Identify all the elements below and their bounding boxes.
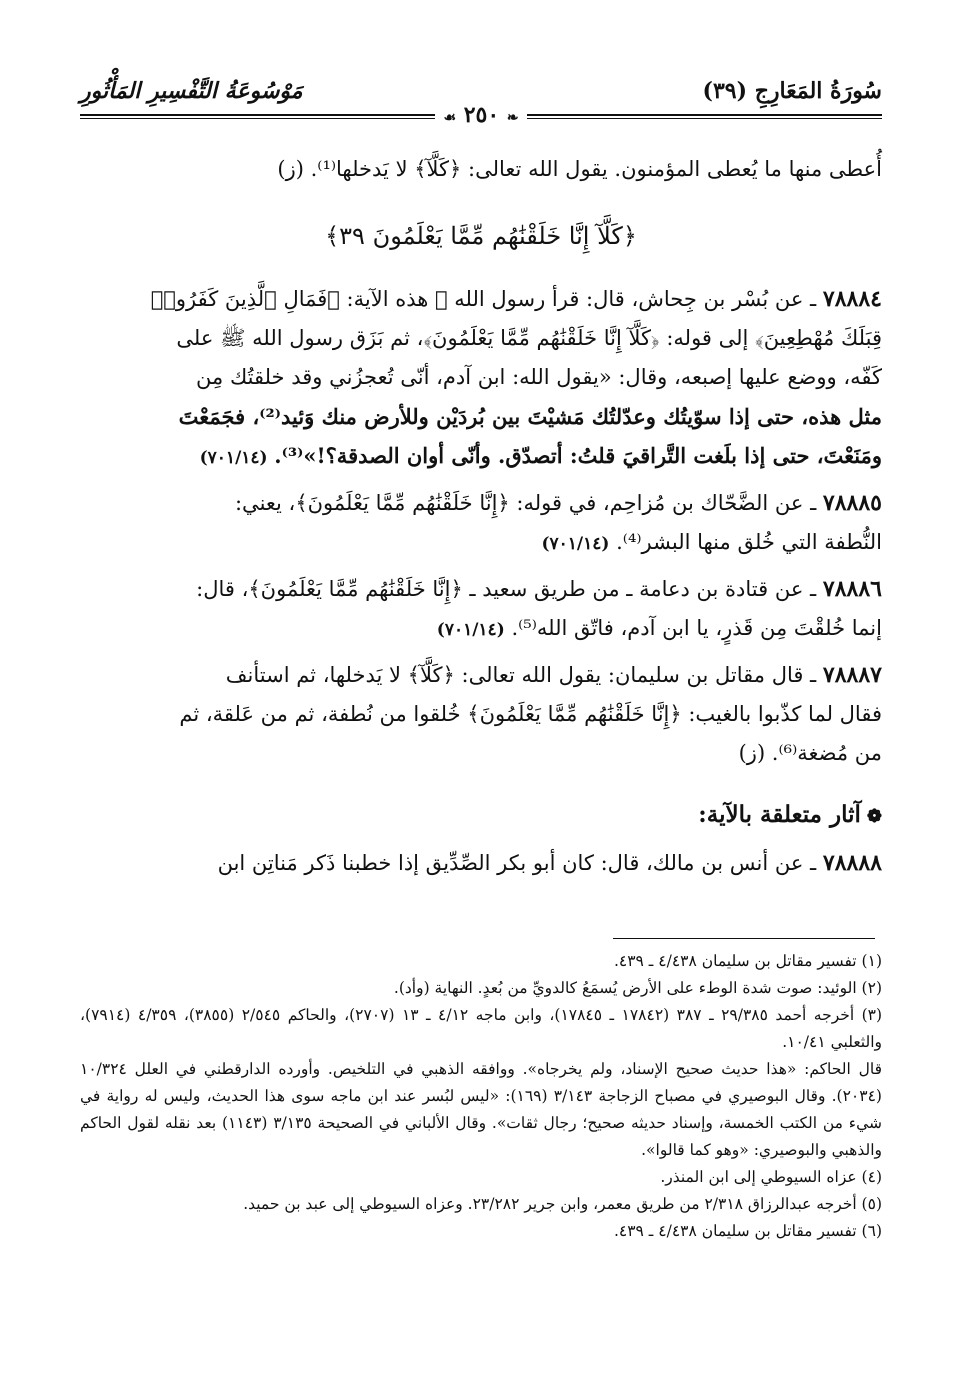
reference: (٧٠١/١٤) [199, 448, 268, 468]
narration-line: ـ عن قتادة بن دعامة ـ من طريق سعيد ـ ﴿إِنَّا خَلَقْنَٰهُم مِّمَّا يَعْلَمُونَ﴾، قال: [196, 577, 817, 601]
quran-verse: ﴿كَلَّآ إِنَّا خَلَقْنَٰهُم مِّمَّا يَعْلَمُونَ ٣٩﴾ [325, 222, 637, 250]
narration-line: كَفّه، ووضع عليها إصبعه، وقال: «يقول الله: ابن آدم، أنّى تُعجزُني وقد خلقتُك مِن [196, 365, 882, 389]
flower-icon: ❁ [866, 806, 882, 827]
narration-number: ٧٨٨٨٤ [822, 286, 882, 312]
narration-line: مثل هذه، حتى إذا سوّيتُك وعدّلتُك مَشيْتَ بين بُردَيْن وللأرض منك وَئيد⁽²⁾، فجَمَعْتَ [178, 404, 882, 429]
footnote-divider [613, 938, 875, 939]
book-title: مَوْسُوعَةُ التَّفْسِيرِ المَأْثُورِ [80, 78, 303, 104]
narration-number: ٧٨٨٨٥ [822, 490, 882, 516]
footnote: (٦) تفسير مقاتل بن سليمان ٤/٤٣٨ ـ ٤٣٩. [613, 1222, 882, 1240]
footnote: (٣) أخرجه أحمد ٢٩/٣٨٥ ـ ٣٨٧ (١٧٨٤٢ ـ ١٧٨٤٥)، وابن ماجه ٤/١٢ ـ ١٣ (٢٧٠٧)، والحاكم ٢/٥٤٥ (٣٨٥٥)، ٤/٣٥٩ (٧٩١٤)، والثعلبي ١٠/٤١. [80, 1006, 883, 1051]
intro-line: أُعطى منها ما يُعطى المؤمنون. يقول الله تعالى: ﴿كَلَّآ﴾ لا يَدخلها⁽¹⁾. (ز) [277, 157, 882, 181]
ornament-icon: ❧ [506, 110, 519, 126]
section-heading: ❁آثار متعلقة بالآية: [698, 801, 882, 828]
narration-line: فقال لما كذّبوا بالغيب: ﴿إِنَّا خَلَقْنَٰهُم مِّمَّا يَعْلَمُونَ﴾ خُلقوا من نُطفة، ثم من عَلقة، ثم [179, 702, 882, 726]
page-header [80, 70, 882, 132]
narration-line: من مُضغة⁽⁶⁾. (ز) [738, 741, 882, 765]
narration-line: قِبَلَكَ مُهْطِعِينَ﴾ إلى قوله: ﴿كَلَّآ إِنَّا خَلَقْنَٰهُم مِّمَّا يَعْلَمُونَ﴾، ثم بَزَق رسول الله ﷺ على [176, 326, 882, 350]
narration-line: إنما خُلقْتَ مِن قَذرٍ، يا ابن آدم، فاتّق الله⁽⁵⁾. [511, 616, 882, 640]
narration-entry [80, 570, 882, 650]
surah-number: (٣٩) [702, 78, 748, 104]
narration-line: ـ قال مقاتل بن سليمان: يقول الله تعالى: ﴿كَلَّآ﴾ لا يَدخلها، ثم استأنف [225, 663, 817, 687]
footnotes [80, 948, 882, 1245]
footnote: (٤) عزاه السيوطي إلى ابن المنذر. [660, 1168, 882, 1186]
ornament-icon: ☙ [443, 110, 457, 126]
narration-entry [80, 484, 882, 564]
footnote: (٥) أخرجه عبدالرزاق ٢/٣١٨ من طريق معمر، وابن جرير ٢٣/٢٨٢. وعزاه السيوطي إلى عبد بن حميد. [243, 1195, 882, 1213]
narration-line: ـ عن أنس بن مالك، قال: كان أبو بكر الصِّدِّيق إذا خطبنا ذَكر مَناتِن ابن [217, 851, 817, 875]
page-number: ٢٥٠ [463, 102, 500, 128]
narration-entry [80, 280, 882, 478]
surah-name: سُورَةُ المَعَارِجِ [754, 78, 882, 104]
narration-entry [80, 844, 882, 883]
narration-line: النُّطفة التي خُلق منها البشر⁽⁴⁾. [616, 530, 882, 554]
narration-line: ومَنَعْتَ، حتى إذا بلَغت التَّراقيَ قلتُ: أتصدّق. وأنّى أوان الصدقة؟!»⁽³⁾. [274, 443, 882, 468]
narration-number: ٧٨٨٨٨ [822, 850, 882, 876]
narration-line: ـ عن الضَّحّاك بن مُزاحِم، في قوله: ﴿إِنَّا خَلَقْنَٰهُم مِّمَّا يَعْلَمُونَ﴾، يعني: [234, 491, 817, 515]
page-number-block [435, 102, 526, 128]
surah-title [703, 78, 882, 104]
reference: (٧٠١/١٤) [541, 534, 610, 554]
footnote: (١) تفسير مقاتل بن سليمان ٤/٤٣٨ ـ ٤٣٩. [613, 952, 882, 970]
footnote-commentary: قال الحاكم: «هذا حديث صحيح الإسناد، ولم يخرجاه». ووافقه الذهبي في التلخيص. وأورده الدارقطني في العلل ١٠/٣٢٤ (٢٠٣٤). وقال البوصيري في مصباح الزجاجة ٣/١٤٣ (١٦٩): «ليس لبُسر عند ابن ماجه سوى هذا الحديث، وليس له رواية في شيء من الكتب الخمسة، وإسناد حديثه صحيح؛ رجال ثقات». وقال الألباني في الصحيحة ٣/١٣٥ (١١٤٣) بعد نقله لقول الحاكم والذهبي والبوصيري: «وهو كما قالوا». [80, 1060, 882, 1159]
main-text [80, 150, 882, 883]
narration-number: ٧٨٨٨٧ [822, 662, 882, 688]
narration-line: ـ عن بُسْر بن جِحاش، قال: قرأ رسول الله ﷺ هذه الآية: ﴿فَمَالِ ٱلَّذِينَ كَفَرُوا۟ [150, 287, 817, 311]
narration-entry [80, 656, 882, 773]
footnote: (٢) الوئيد: صوت شدة الوطء على الأرض يُسمَعُ كالدويِّ من بُعدٍ. النهاية (وأد). [393, 979, 882, 997]
reference: (٧٠١/١٤) [436, 620, 505, 640]
narration-number: ٧٨٨٨٦ [822, 576, 882, 602]
